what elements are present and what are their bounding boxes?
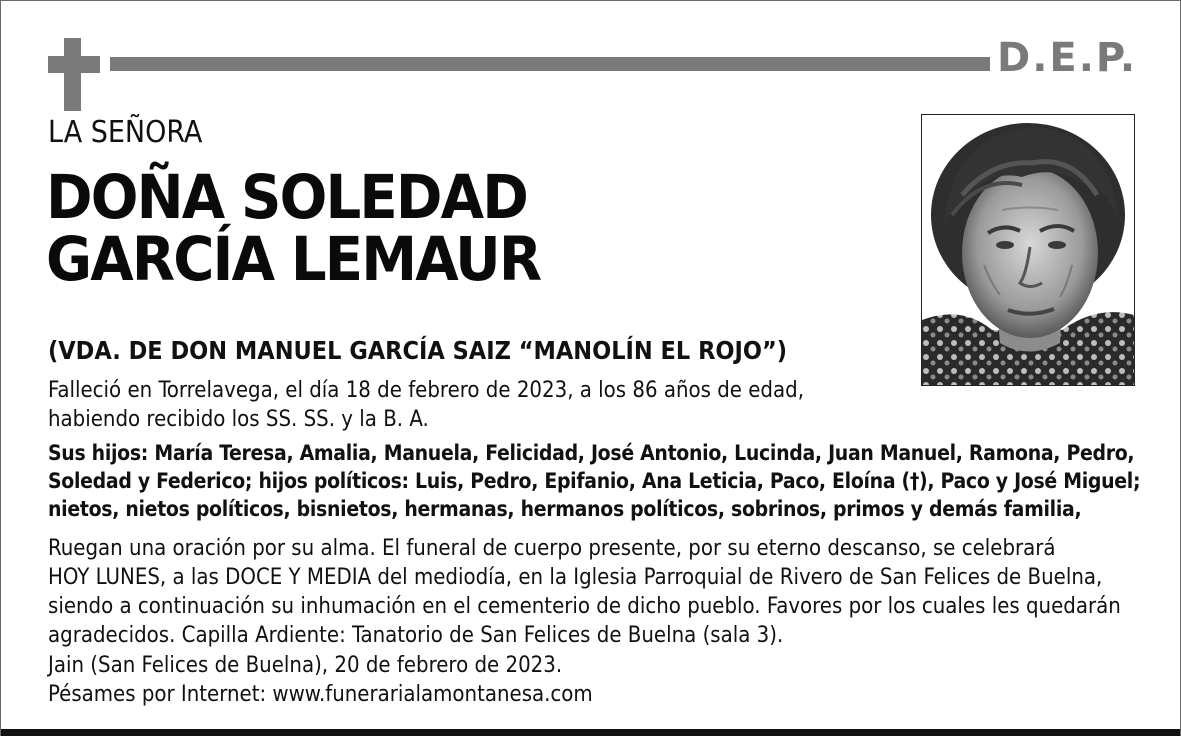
family-line: nietos, nietos políticos, bisnietos, hermanas, hermanos políticos, sobrinos, primos y demás familia, bbox=[48, 497, 1082, 521]
deceased-name bbox=[46, 162, 541, 295]
death-info bbox=[48, 376, 908, 434]
funeral-line: HOY LUNES, a las DOCE Y MEDIA del mediodía, en la Iglesia Parroquial de Rivero de San Felices de Buelna, bbox=[48, 565, 1103, 590]
cross-icon bbox=[48, 38, 100, 111]
funeral-line: siendo a continuación su inhumación en el cementerio de dicho pueblo. Favores por los cuales les quedarán bbox=[48, 594, 1121, 619]
portrait-icon bbox=[922, 115, 1134, 385]
name-line-1: DOÑA SOLEDAD bbox=[46, 162, 527, 233]
header-rule bbox=[110, 57, 990, 71]
footer-info bbox=[48, 651, 948, 709]
death-info-line: Falleció en Torrelavega, el día 18 de febrero de 2023, a los 86 años de edad, bbox=[48, 378, 804, 403]
family-line: Sus hijos: María Teresa, Amalia, Manuela, Felicidad, José Antonio, Lucinda, Juan Manuel, Ramona, Pedro, bbox=[48, 441, 1135, 465]
condolences-link[interactable]: Pésames por Internet: www.funerarialamontanesa.com bbox=[48, 682, 593, 707]
family-line: Soledad y Federico; hijos políticos: Luis, Pedro, Epifanio, Ana Leticia, Paco, Eloína (†), Paco y José Miguel; bbox=[48, 469, 1141, 493]
widow-of-line: (VDA. DE DON MANUEL GARCÍA SAIZ “MANOLÍN EL ROJO”) bbox=[48, 336, 788, 365]
portrait-photo bbox=[921, 114, 1135, 386]
death-info-line: habiendo recibido los SS. SS. y la B. A. bbox=[48, 407, 429, 432]
bottom-bar bbox=[1, 729, 1180, 736]
place-date: Jain (San Felices de Buelna), 20 de febrero de 2023. bbox=[48, 653, 563, 678]
funeral-info bbox=[48, 534, 1158, 650]
honorific-title: LA SEÑORA bbox=[48, 115, 203, 150]
dep-label: D.E.P. bbox=[997, 35, 1138, 81]
funeral-line: Ruegan una oración por su alma. El funeral de cuerpo presente, por su eterno descanso, se celebrará bbox=[48, 536, 1056, 561]
funeral-line: agradecidos. Capilla Ardiente: Tanatorio de San Felices de Buelna (sala 3). bbox=[48, 623, 784, 648]
family-list bbox=[48, 439, 1158, 523]
name-line-2: GARCÍA LEMAUR bbox=[46, 224, 541, 295]
